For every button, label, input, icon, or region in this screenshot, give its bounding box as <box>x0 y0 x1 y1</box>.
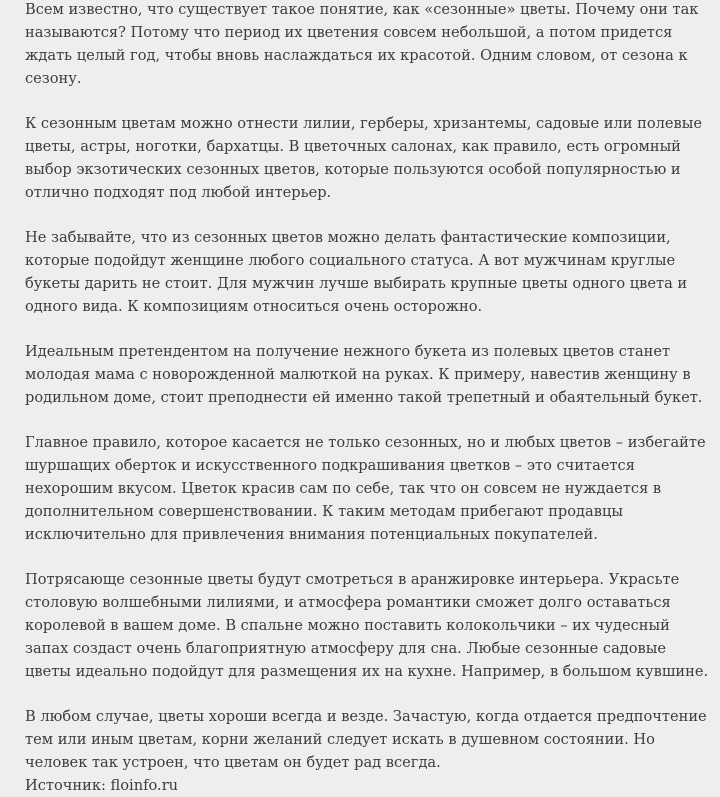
paragraph-3: Не забывайте, что из сезонных цветов можно делать фантастические композиции, которые подойдут женщине любого социального статуса. А вот мужчинам круглые букеты дарить не стоит. Для мужчин лучше выбирать крупные цветы одного цвета и одного вида. К композициям относиться очень осторожно. <box>25 229 688 315</box>
paragraph-2: К сезонным цветам можно отнести лилии, герберы, хризантемы, садовые или полевые цветы, астры, ноготки, бархатцы. В цветочных салонах, как правило, есть огромный выбор экзотических сезонных цветов, которые пользуются особой популярностью и отлично подходят под любой интерьер. <box>25 115 703 201</box>
paragraph-5: Главное правило, которое касается не только сезонных, но и любых цветов – избегайте шуршащих оберток и искусственного подкрашивания цветков – это считается нехорошим вкусом. Цветок красив сам по себе, так что он совсем не нуждается в дополнительном совершенствовании. К таким методам прибегают продавцы исключительно для привлечения внимания потенциальных покупателей. <box>25 434 706 543</box>
paragraph-6: Потрясающе сезонные цветы будут смотреться в аранжировке интерьера. Украсьте столовую волшебными лилиями, и атмосфера романтики сможет долго оставаться королевой в вашем доме. В спальне можно поставить колокольчики – их чудесный запах создаст очень благоприятную атмосферу для сна. Любые сезонные садовые цветы идеально подойдут для размещения их на кухне. Например, в большом кувшине. <box>25 571 709 680</box>
paragraph-1: Всем известно, что существует такое понятие, как «сезонные» цветы. Почему они так называются? Потому что период их цветения совсем небольшой, а потом придется ждать целый год, чтобы вновь наслаждаться их красотой. Одним словом, от сезона к сезону. <box>25 1 699 87</box>
paragraph-4: Идеальным претендентом на получение нежного букета из полевых цветов станет молодая мама с новорожденной малюткой на руках. К примеру, навестив женщину в родильном доме, стоит преподнести ей именно такой трепетный и обаятельный букет. <box>25 343 703 406</box>
paragraph-7: В любом случае, цветы хороши всегда и везде. Зачастую, когда отдается предпочтение тем или иным цветам, корни желаний следует искать в душевном состоянии. Но человек так устроен, что цветам он будет рад всегда. <box>25 708 707 771</box>
source-line: Источник: floinfo.ru <box>25 777 179 794</box>
